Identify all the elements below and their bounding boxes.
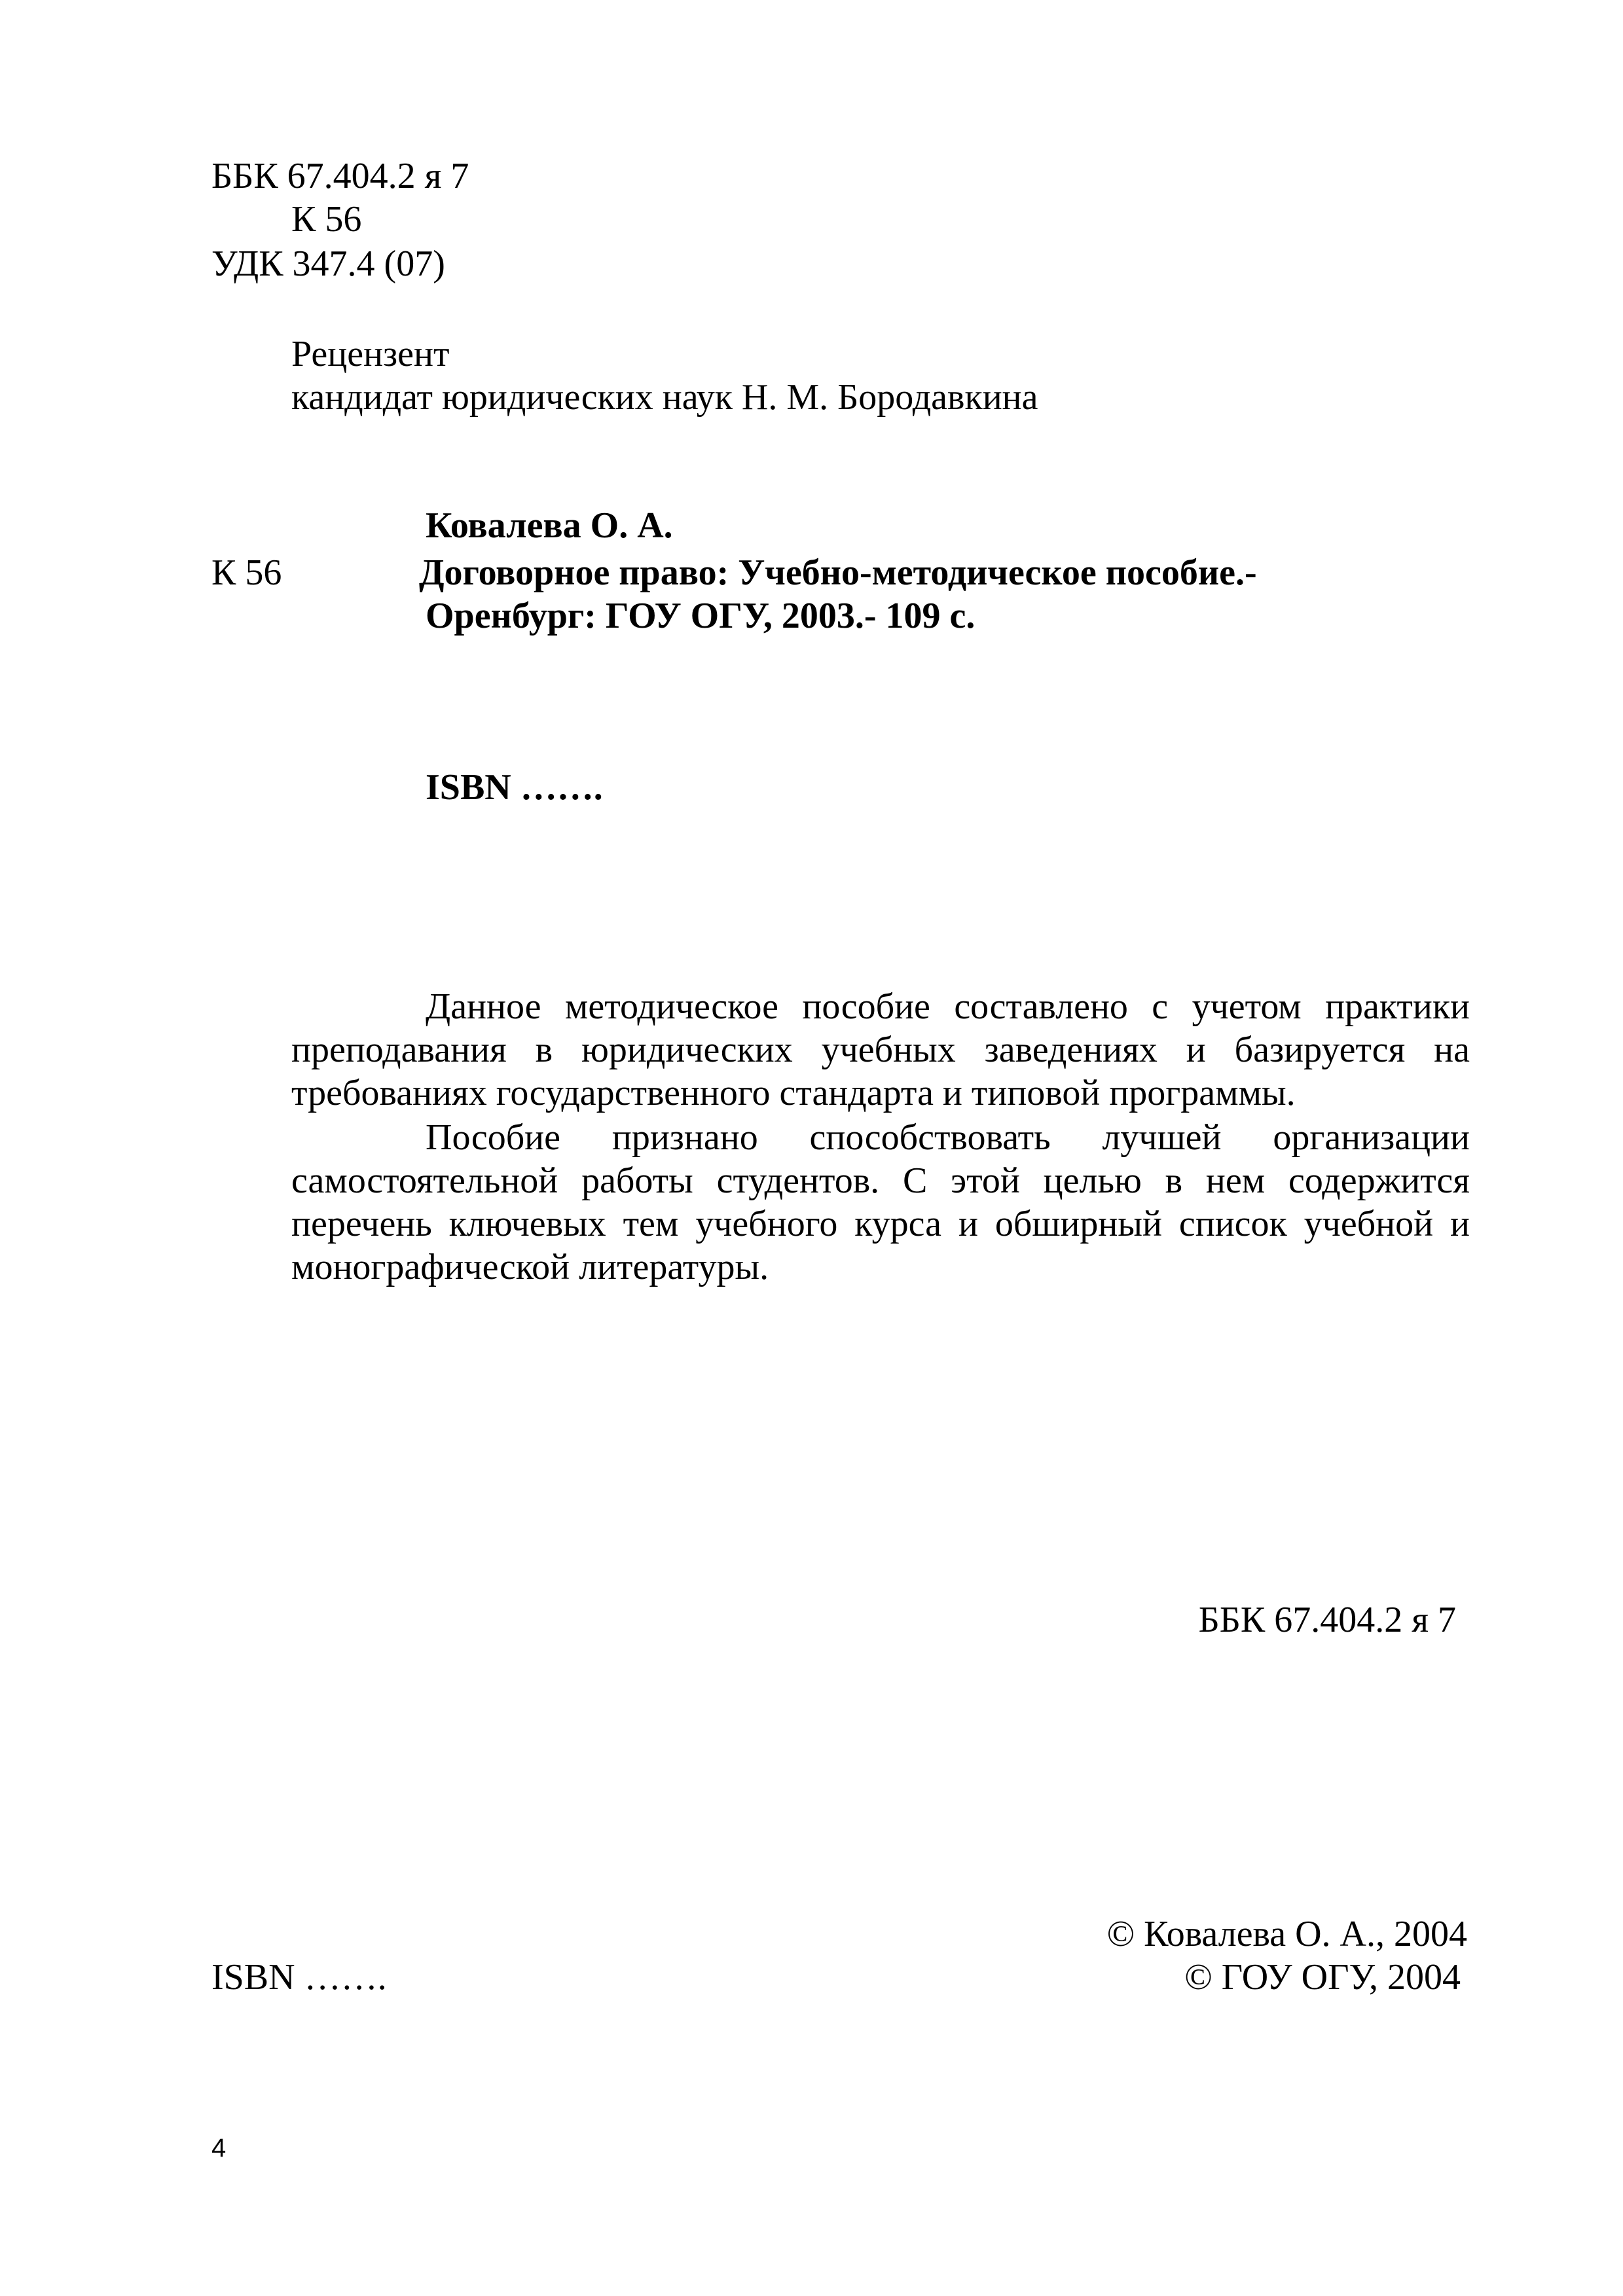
footer-isbn: ISBN …….: [211, 1957, 387, 1998]
bbk-right: ББК 67.404.2 я 7: [1198, 1600, 1456, 1640]
reviewer-label: Рецензент: [291, 334, 450, 374]
catalog-title-line1: Договорное право: Учебно-методическое пособие.-: [419, 552, 1257, 593]
udk-code: УДК 347.4 (07): [211, 243, 445, 284]
page-number: 4: [211, 2134, 227, 2162]
bbk-code: ББК 67.404.2 я 7: [211, 156, 469, 196]
catalog-title-line2: Оренбург: ГОУ ОГУ, 2003.- 109 с.: [426, 596, 976, 636]
annotation-paragraph-2: [291, 1116, 1470, 1289]
copyright-author: © Ковалева О. А., 2004: [1106, 1914, 1467, 1954]
annotation-paragraph-2-text: Пособие признано способствовать лучшей организации самостоятельной работы студентов. С этой целью в нем содержится перечень ключевых тем учебного курса и обширный список учебной и монографической литературы.: [291, 1117, 1470, 1287]
catalog-mark: К 56: [211, 552, 282, 593]
annotation-paragraph-1: [291, 985, 1470, 1115]
catalog-author: Ковалева О. А.: [426, 505, 673, 546]
reviewer-name: кандидат юридических наук Н. М. Бородавкина: [291, 377, 1038, 418]
copyright-publisher: © ГОУ ОГУ, 2004: [1184, 1957, 1461, 1998]
annotation-paragraph-1-text: Данное методическое пособие составлено с учетом практики преподавания в юридических учебных заведениях и базируется на требованиях государственного стандарта и типовой программы.: [291, 986, 1470, 1113]
catalog-isbn: ISBN …….: [426, 767, 603, 808]
author-mark: К 56: [291, 199, 362, 240]
